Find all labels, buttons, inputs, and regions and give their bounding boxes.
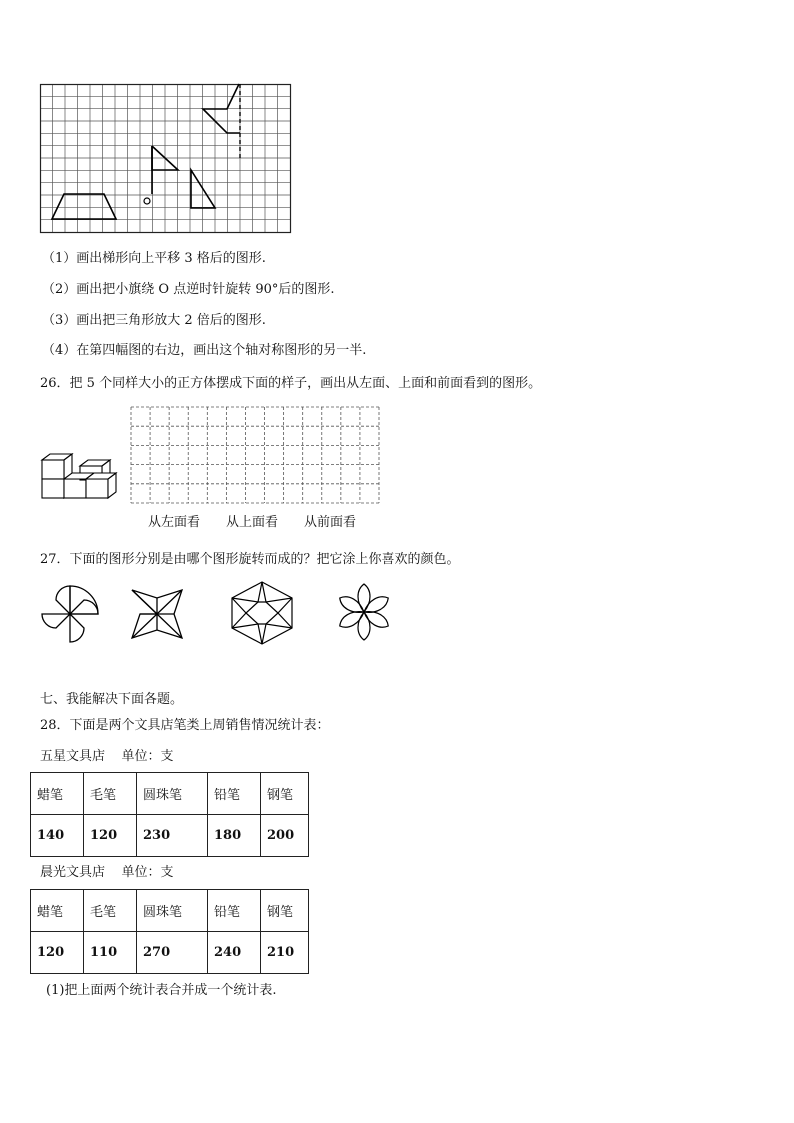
table-value-cell: 200 [261,815,309,857]
transformation-grid-figure [40,84,292,234]
q27-text: 27．下面的图形分别是由哪个图形旋转而成的？把它涂上你喜欢的颜色。 [40,552,460,567]
x-cross-icon [130,588,184,640]
hexagon-pinwheel-icon [226,580,298,646]
table-header-cell: 钢笔 [261,773,309,815]
trapezoid-shape [52,194,116,219]
view-label-left: 从左面看 [148,515,201,530]
table-header-cell: 圆珠笔 [137,890,208,932]
q25-sub-1: （1）画出梯形向上平移 3 格后的图形. [42,251,266,266]
table-header-cell: 毛笔 [84,773,137,815]
table-value-cell: 140 [31,815,84,857]
table-header-cell: 圆珠笔 [137,773,208,815]
pinwheel-icon [38,584,102,644]
table-header-cell: 钢笔 [261,890,309,932]
table-value-cell: 240 [208,932,261,974]
wuxing-sales-table [30,772,309,857]
chenguang-sales-table [30,889,309,974]
table-value-cell: 180 [208,815,261,857]
table-value-cell: 110 [84,932,137,974]
petal-flower-icon [332,582,396,642]
table-value-cell: 120 [84,815,137,857]
q28-text: 28．下面是两个文具店笔类上周销售情况统计表： [40,718,330,733]
table2-caption: 晨光文具店 单位：支 [40,865,174,880]
q25-sub-4: （4）在第四幅图的右边，画出这个轴对称图形的另一半. [42,343,367,358]
section-7-title: 七、我能解决下面各题。 [40,692,184,707]
table-value-cell: 230 [137,815,208,857]
table-header-cell: 毛笔 [84,890,137,932]
q25-sub-3: （3）画出把三角形放大 2 倍后的图形. [42,313,266,328]
view-label-top: 从上面看 [226,515,279,530]
cube-stack-icon [42,452,117,504]
q26-text: 26．把 5 个同样大小的正方体摆成下面的样子，画出从左面、上面和前面看到的图形。 [40,376,542,391]
view-label-front: 从前面看 [304,515,357,530]
table-header-cell: 蜡笔 [31,773,84,815]
point-o-marker [144,198,150,204]
table-value-cell: 120 [31,932,84,974]
q28-sub-1: (1)把上面两个统计表合并成一个统计表. [46,983,277,998]
triangle-shape [191,170,215,208]
table-value-cell: 270 [137,932,208,974]
table1-caption: 五星文具店 单位：支 [40,749,174,764]
table-header-cell: 铅笔 [208,890,261,932]
dashed-drawing-grid [130,406,380,504]
table-header-cell: 蜡笔 [31,890,84,932]
table-header-cell: 铅笔 [208,773,261,815]
q25-sub-2: （2）画出把小旗绕 O 点逆时针旋转 90°后的图形. [42,282,335,297]
table-value-cell: 210 [261,932,309,974]
